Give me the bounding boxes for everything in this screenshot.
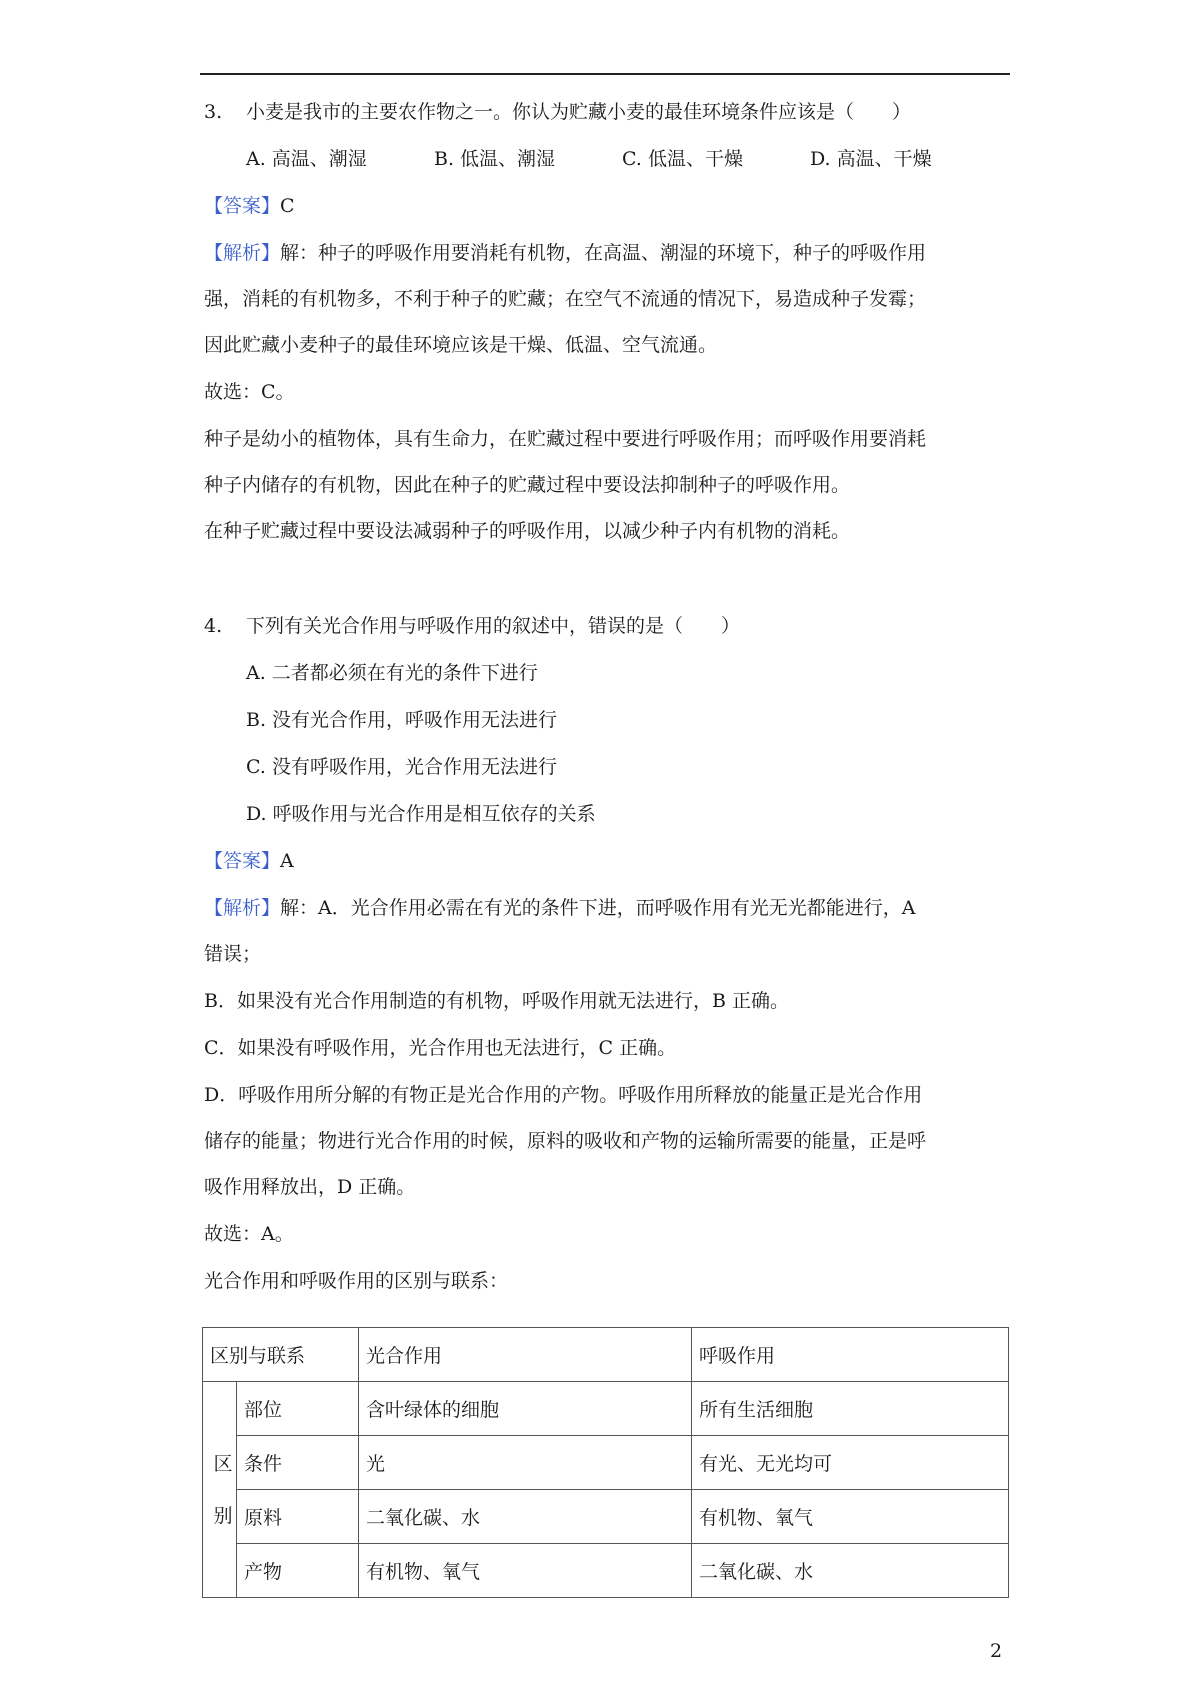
document-body — [204, 92, 1010, 1293]
analysis-text: 解：种子的呼吸作用要消耗有机物，在高温、潮湿的环境下，种子的呼吸作用 — [280, 242, 927, 264]
table-cell: 部位 — [237, 1382, 359, 1436]
question-text: 下列有关光合作用与呼吸作用的叙述中，错误的是（ ） — [246, 615, 741, 637]
table-cell: 光 — [359, 1436, 692, 1490]
table-header-row — [203, 1328, 1009, 1382]
table-cell: 产物 — [237, 1544, 359, 1598]
question-number: 4. — [204, 615, 223, 637]
table-group-label — [203, 1382, 237, 1598]
table-row — [203, 1436, 1009, 1490]
option-b: B. 低温、潮湿 — [434, 148, 556, 170]
table-header-cell: 呼吸作用 — [692, 1328, 1009, 1382]
question-number: 3. — [204, 101, 223, 123]
analysis-line: 种子是幼小的植物体，具有生命力，在贮藏过程中要进行呼吸作用；而呼吸作用要消耗 — [204, 428, 927, 450]
table-cell: 条件 — [237, 1436, 359, 1490]
option-c: C. 没有呼吸作用，光合作用无法进行 — [246, 756, 557, 778]
option-a: A. 二者都必须在有光的条件下进行 — [246, 662, 538, 684]
table-cell: 所有生活细胞 — [692, 1382, 1009, 1436]
analysis-line — [204, 241, 1010, 265]
table-cell: 原料 — [237, 1490, 359, 1544]
table-cell: 含叶绿体的细胞 — [359, 1382, 692, 1436]
analysis-line: B．如果没有光合作用制造的有机物，呼吸作用就无法进行，B 正确。 — [204, 990, 789, 1012]
table-row — [203, 1544, 1009, 1598]
analysis-text: 解：A．光合作用必需在有光的条件下进，而呼吸作用有光无光都能进行，A — [280, 897, 916, 919]
comparison-table — [202, 1327, 1009, 1598]
header-rule — [200, 73, 1010, 75]
analysis-line: 吸作用释放出，D 正确。 — [204, 1176, 416, 1198]
analysis-tag: 【解析】 — [204, 242, 281, 264]
table-cell: 有光、无光均可 — [692, 1436, 1009, 1490]
analysis-line: D．呼吸作用所分解的有物正是光合作用的产物。呼吸作用所释放的能量正是光合作用 — [204, 1084, 923, 1106]
analysis-line — [204, 896, 1010, 920]
analysis-line: 储存的能量；物进行光合作用的时候，原料的吸收和产物的运输所需要的能量，正是呼 — [204, 1130, 927, 1152]
analysis-line: 在种子贮藏过程中要设法减弱种子的呼吸作用，以减少种子内有机物的消耗。 — [204, 520, 851, 542]
option-b: B. 没有光合作用，呼吸作用无法进行 — [246, 709, 558, 731]
table-cell: 二氧化碳、水 — [692, 1544, 1009, 1598]
answer-tag: 【答案】 — [204, 850, 281, 872]
answer-value: A — [280, 850, 294, 872]
option-a: A. 高温、潮湿 — [246, 148, 367, 170]
analysis-line: 强，消耗的有机物多，不利于种子的贮藏；在空气不流通的情况下，易造成种子发霉； — [204, 288, 927, 310]
answer-line — [204, 849, 1010, 873]
answer-line — [204, 194, 1010, 218]
page-number: 2 — [990, 1640, 1003, 1662]
analysis-line: 因此贮藏小麦种子的最佳环境应该是干燥、低温、空气流通。 — [204, 334, 718, 356]
analysis-tag: 【解析】 — [204, 897, 281, 919]
question-3-stem — [204, 100, 1010, 124]
option-d: D. 高温、干燥 — [810, 148, 932, 170]
table-cell: 二氧化碳、水 — [359, 1490, 692, 1544]
table-cell: 有机物、氧气 — [692, 1490, 1009, 1544]
analysis-line: 种子内储存的有机物，因此在种子的贮藏过程中要设法抑制种子的呼吸作用。 — [204, 474, 851, 496]
table-row — [203, 1490, 1009, 1544]
analysis-line: C．如果没有呼吸作用，光合作用也无法进行，C 正确。 — [204, 1037, 677, 1059]
question-text: 小麦是我市的主要农作物之一。你认为贮藏小麦的最佳环境条件应该是（ ） — [246, 101, 912, 123]
option-d: D. 呼吸作用与光合作用是相互依存的关系 — [246, 803, 596, 825]
answer-value: C — [280, 195, 295, 217]
option-c: C. 低温、干燥 — [622, 148, 743, 170]
analysis-line: 错误； — [204, 943, 262, 965]
table-header-cell: 区别与联系 — [203, 1328, 359, 1382]
analysis-line: 光合作用和呼吸作用的区别与联系： — [204, 1270, 509, 1292]
analysis-line: 故选：A。 — [204, 1223, 294, 1245]
answer-tag: 【答案】 — [204, 195, 281, 217]
table-header-cell: 光合作用 — [359, 1328, 692, 1382]
question-4-stem — [204, 614, 1010, 638]
group-label-text: 区 别 — [213, 1452, 233, 1527]
analysis-line: 故选：C。 — [204, 381, 295, 403]
table-cell: 有机物、氧气 — [359, 1544, 692, 1598]
table-row — [203, 1382, 1009, 1436]
question-3-options — [204, 147, 1010, 171]
